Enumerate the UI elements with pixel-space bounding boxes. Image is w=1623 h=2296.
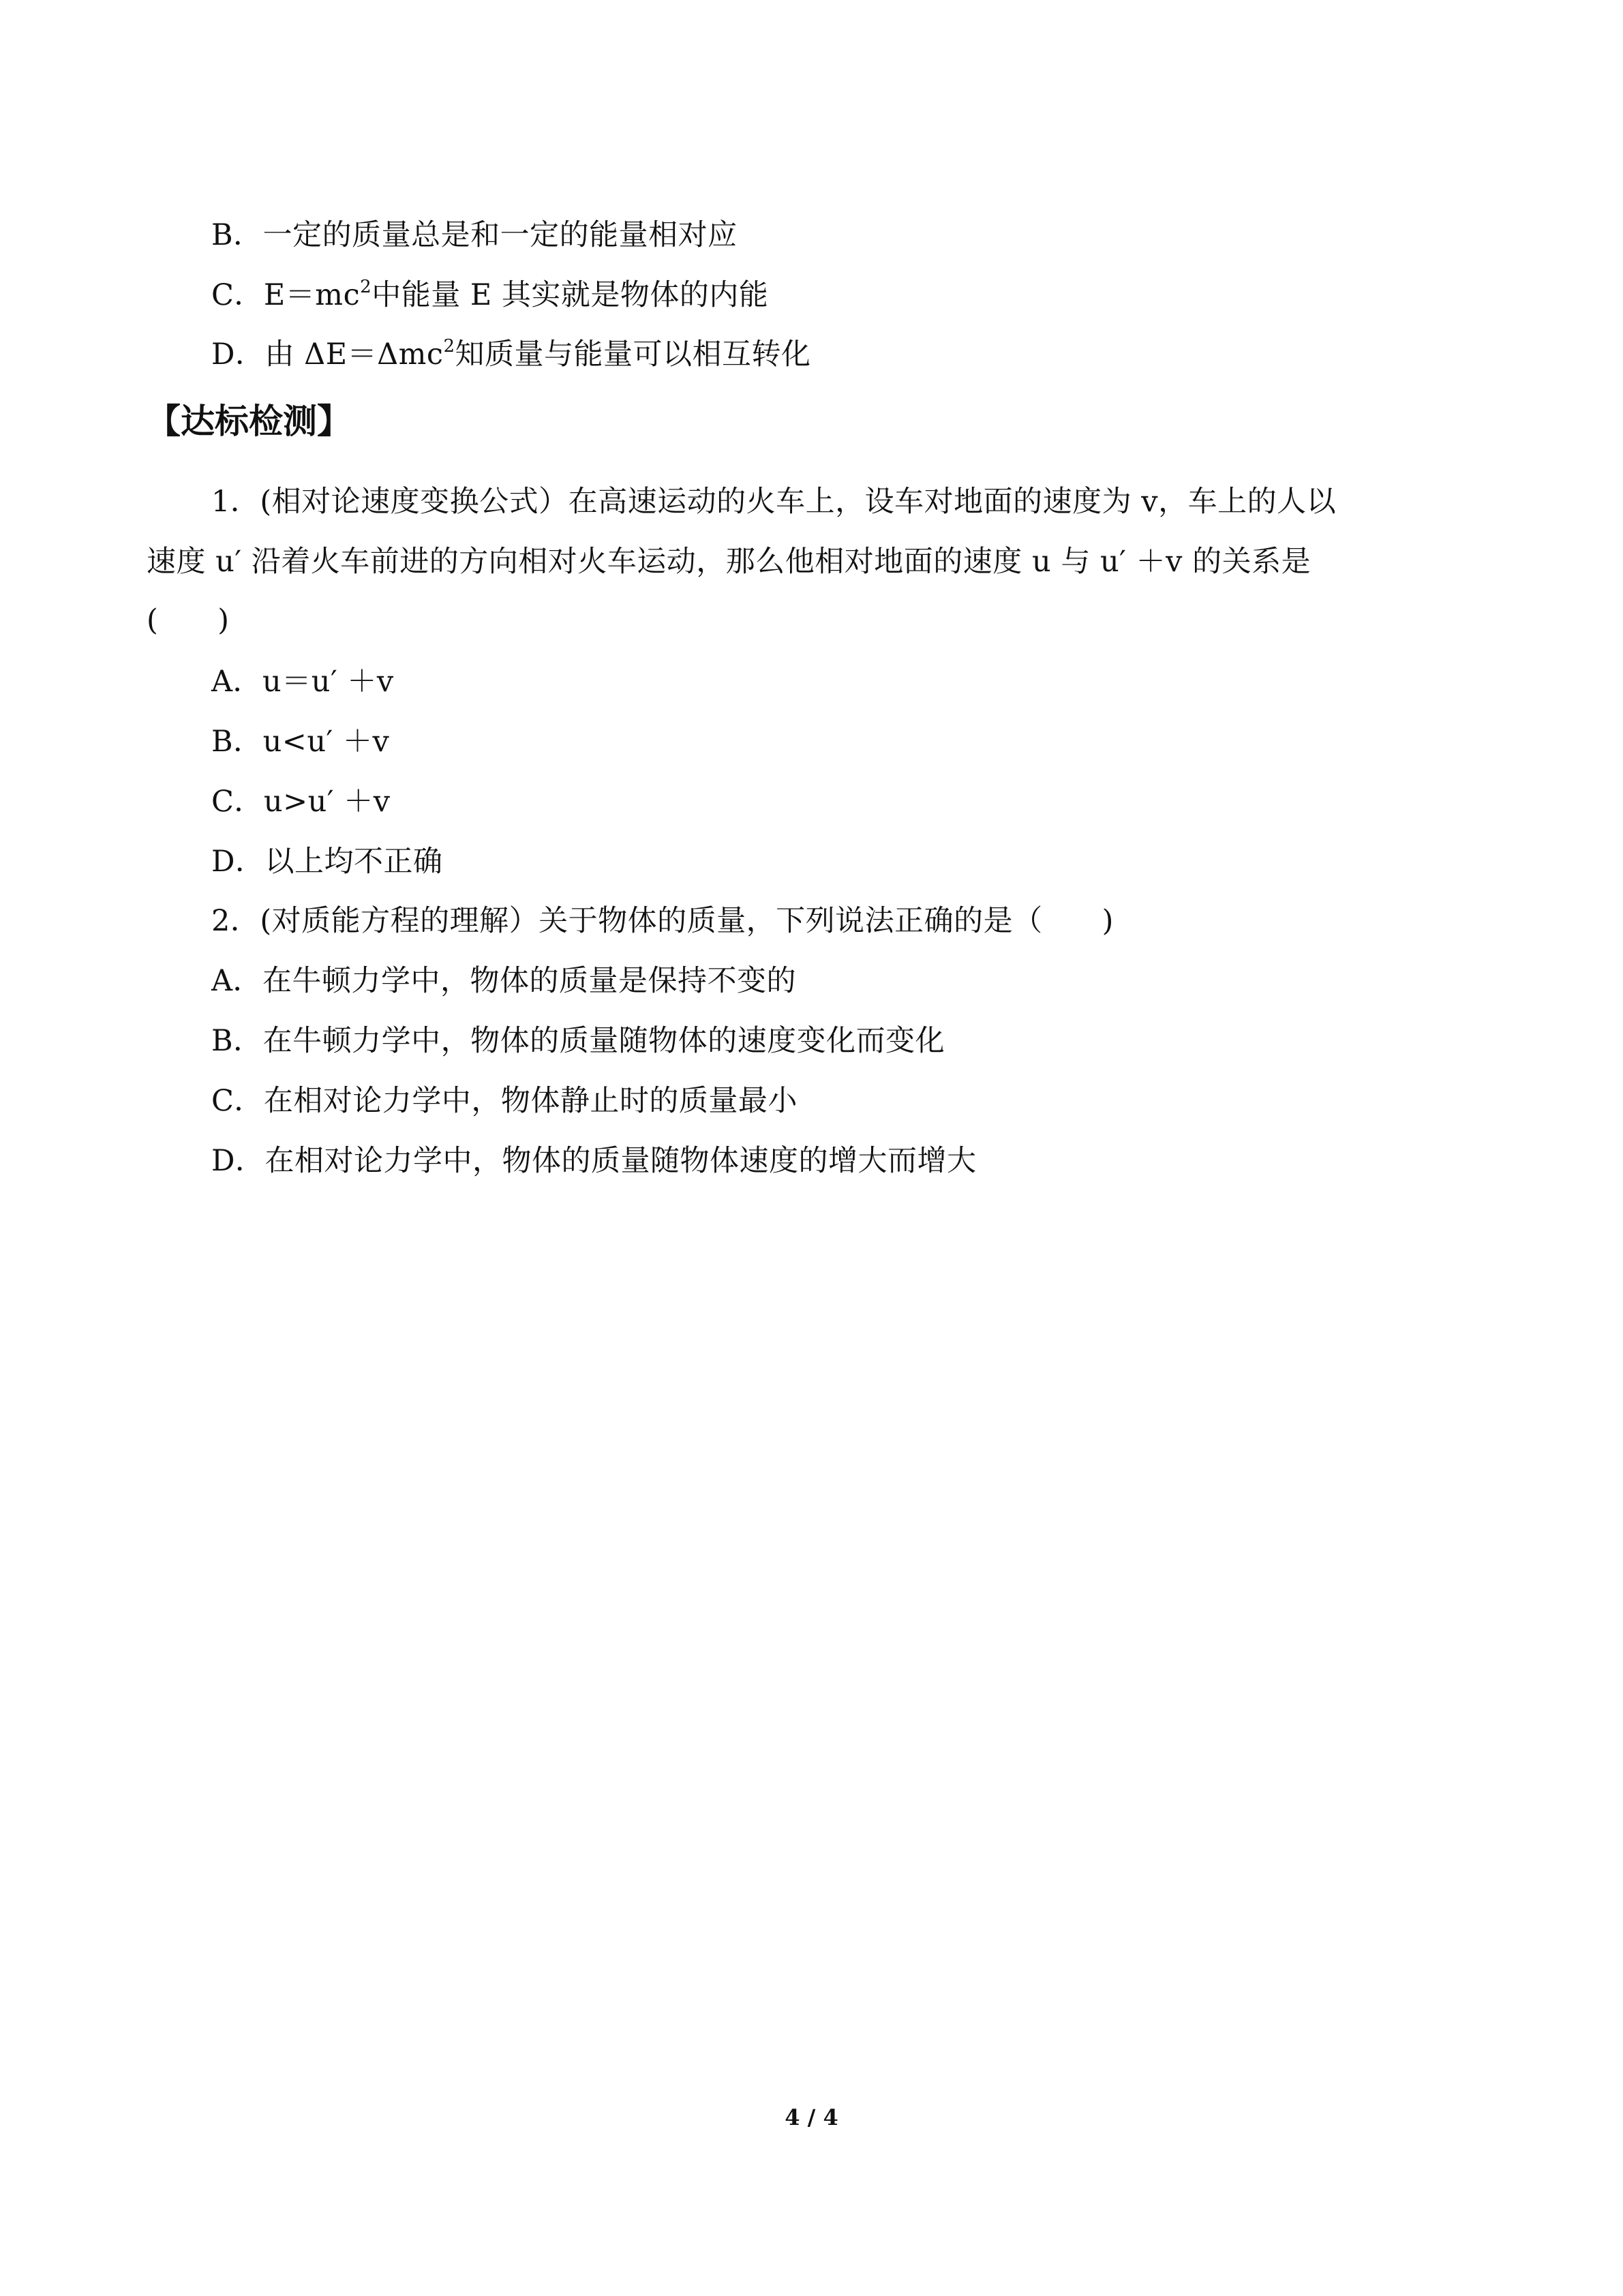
prev-option-b: B．一定的质量总是和一定的能量相对应 bbox=[211, 218, 738, 252]
prev-option-c-sup: 2 bbox=[360, 277, 372, 297]
q1-line-2: 速度 u′ 沿着火车前进的方向相对火车运动，那么他相对地面的速度 u 与 u′ ＋v 的关系是 bbox=[147, 545, 1311, 579]
prev-option-d-sup: 2 bbox=[443, 336, 455, 357]
q1-line-1: 1．(相对论速度变换公式）在高速运动的火车上，设车对地面的速度为 v，车上的人以 bbox=[211, 485, 1337, 519]
prev-option-d-pre: D．由 ΔE＝Δmc bbox=[211, 337, 444, 372]
prev-option-c-post: 中能量 E 其实就是物体的内能 bbox=[371, 278, 769, 312]
q2-option-d: D．在相对论力学中，物体的质量随物体速度的增大而增大 bbox=[211, 1144, 977, 1178]
q1-option-b: B．u<u′ ＋v bbox=[211, 725, 390, 759]
q2-option-c: C．在相对论力学中，物体静止时的质量最小 bbox=[211, 1084, 798, 1118]
page-number: 4 / 4 bbox=[785, 2104, 838, 2130]
prev-option-d-post: 知质量与能量可以相互转化 bbox=[455, 337, 811, 372]
q1-option-a: A．u＝u′ ＋v bbox=[211, 665, 394, 699]
q2-stem: 2．(对质能方程的理解）关于物体的质量，下列说法正确的是（ ) bbox=[211, 904, 1114, 938]
prev-option-c bbox=[211, 275, 768, 316]
q1-option-c: C．u>u′ ＋v bbox=[211, 785, 391, 819]
q1-option-d: D．以上均不正确 bbox=[211, 845, 443, 879]
prev-option-d bbox=[211, 334, 811, 375]
prev-option-c-pre: C．E＝mc bbox=[211, 278, 361, 312]
section-heading: 【达标检测】 bbox=[147, 402, 351, 441]
q1-line-3: ( ) bbox=[147, 603, 230, 637]
q2-option-a: A．在牛顿力学中，物体的质量是保持不变的 bbox=[211, 964, 797, 998]
q2-option-b: B．在牛顿力学中，物体的质量随物体的速度变化而变化 bbox=[211, 1024, 945, 1058]
